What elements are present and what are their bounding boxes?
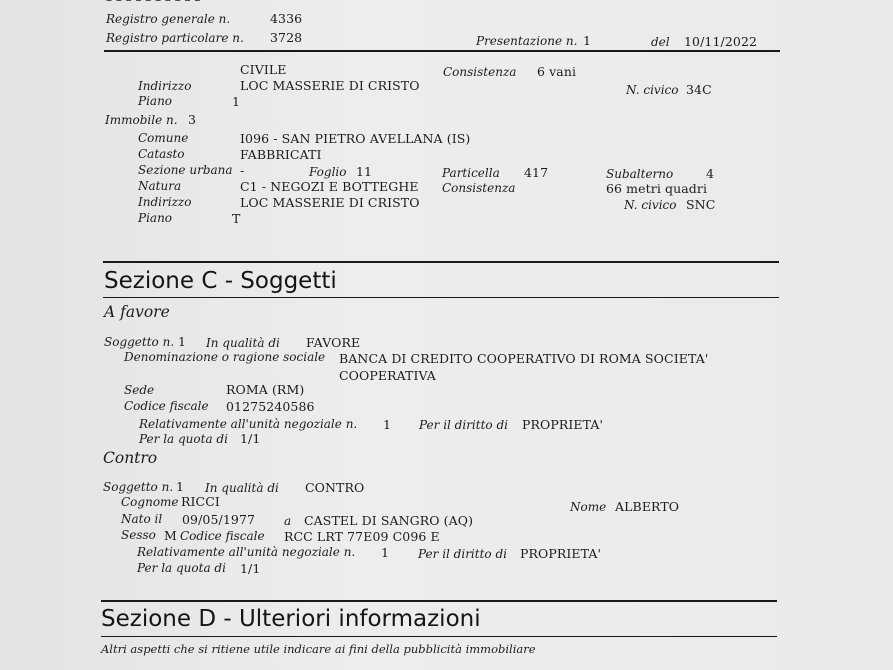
sezione-c-bottom-rule <box>103 297 779 298</box>
contro-cognome-label: Cognome <box>121 495 179 509</box>
registro-generale-label: Registro generale n. <box>106 12 231 26</box>
catasto-label: Catasto <box>138 147 185 161</box>
contro-luogo-value: CASTEL DI SANGRO (AQ) <box>304 513 474 528</box>
natura-label: Natura <box>138 179 182 193</box>
catasto-value: FABBRICATI <box>240 147 322 162</box>
comune-label: Comune <box>138 131 189 145</box>
sezione-d-bottom-rule <box>101 636 777 637</box>
natura-value: C1 - NEGOZI E BOTTEGHE <box>240 179 419 194</box>
favore-denominazione-label: Denominazione o ragione sociale <box>124 350 326 364</box>
prev-civico-value: 34C <box>686 82 712 97</box>
prev-civico-label: N. civico <box>626 83 679 97</box>
contro-nato-value: 09/05/1977 <box>182 512 256 527</box>
favore-soggetto-value: 1 <box>178 334 187 349</box>
contro-cf-value: RCC LRT 77E09 C096 E <box>284 529 440 544</box>
sezione-c-top-rule <box>103 261 779 263</box>
favore-cf-label: Codice fiscale <box>124 399 209 413</box>
registro-particolare-label: Registro particolare n. <box>106 31 244 45</box>
favore-cf-value: 01275240586 <box>226 399 315 414</box>
contro-relativamente-label: Relativamente all'unità negoziale n. <box>137 545 356 559</box>
contro-diritto-value: PROPRIETA' <box>520 546 602 561</box>
contro-soggetto-value: 1 <box>176 479 185 494</box>
contro-sesso-value: M <box>164 528 177 543</box>
piano-value: T <box>232 211 241 226</box>
particella-label: Particella <box>442 166 500 180</box>
prev-consistenza-label: Consistenza <box>443 65 517 79</box>
favore-denominazione-line1: BANCA DI CREDITO COOPERATIVO DI ROMA SOCIETA' <box>339 351 709 366</box>
favore-soggetto-label: Soggetto n. <box>104 335 175 349</box>
contro-a-label: a <box>284 514 292 528</box>
presentazione-value: 1 <box>583 33 592 48</box>
contro-cf-label: Codice fiscale <box>180 529 265 543</box>
foglio-value: 11 <box>356 164 373 179</box>
indirizzo-value: LOC MASSERIE DI CRISTO <box>240 195 420 210</box>
sezione-c-title: Sezione C - Soggetti <box>104 268 337 294</box>
prev-consistenza-value: 6 vani <box>537 64 577 79</box>
del-value: 10/11/2022 <box>684 34 758 49</box>
contro-quota-value: 1/1 <box>240 561 261 576</box>
immobile-3-label: Immobile n. <box>105 113 178 127</box>
comune-value: I096 - SAN PIETRO AVELLANA (IS) <box>240 131 471 146</box>
piano-label: Piano <box>138 211 173 225</box>
sezione-d-top-rule <box>101 600 777 602</box>
favore-sede-label: Sede <box>124 383 155 397</box>
del-label: del <box>651 35 670 49</box>
sezione-d-title: Sezione D - Ulteriori informazioni <box>101 606 481 632</box>
favore-quota-value: 1/1 <box>240 431 261 446</box>
contro-quota-label: Per la quota di <box>137 561 226 575</box>
contro-nome-value: ALBERTO <box>615 499 680 514</box>
prev-piano-label: Piano <box>138 94 173 108</box>
a-favore-heading: A favore <box>104 303 170 321</box>
registro-particolare-value: 3728 <box>270 30 303 45</box>
contro-soggetto-label: Soggetto n. <box>103 480 174 494</box>
consistenza-value: 66 metri quadri <box>606 181 708 196</box>
favore-denominazione-line2: COOPERATIVA <box>339 368 436 383</box>
consistenza-label: Consistenza <box>442 181 516 195</box>
contro-nome-label: Nome <box>570 500 607 514</box>
prev-indirizzo-label: Indirizzo <box>138 79 192 93</box>
contro-nato-label: Nato il <box>121 512 163 526</box>
header-cut-text: – – – – – – – – – – <box>106 0 201 7</box>
contro-qualita-value: CONTRO <box>305 480 365 495</box>
subalterno-value: 4 <box>706 166 715 181</box>
contro-sesso-label: Sesso <box>121 528 156 542</box>
contro-relativamente-value: 1 <box>381 545 390 560</box>
sezione-d-note: Altri aspetti che si ritiene utile indicare ai fini della pubblicità immobiliare <box>101 642 536 656</box>
favore-quota-label: Per la quota di <box>139 432 228 446</box>
civico-value: SNC <box>686 197 716 212</box>
indirizzo-label: Indirizzo <box>138 195 192 209</box>
contro-cognome-value: RICCI <box>181 494 220 509</box>
header-rule <box>104 50 780 52</box>
particella-value: 417 <box>524 165 549 180</box>
immobile-3-number: 3 <box>188 112 197 127</box>
favore-diritto-value: PROPRIETA' <box>522 417 604 432</box>
civico-label: N. civico <box>624 198 677 212</box>
favore-qualita-label: In qualità di <box>206 336 280 350</box>
favore-sede-value: ROMA (RM) <box>226 382 305 397</box>
prev-piano-value: 1 <box>232 94 241 109</box>
contro-heading: Contro <box>103 449 158 467</box>
prev-indirizzo-value: LOC MASSERIE DI CRISTO <box>240 78 420 93</box>
registro-generale-value: 4336 <box>270 11 303 26</box>
favore-relativamente-value: 1 <box>383 417 392 432</box>
contro-diritto-label: Per il diritto di <box>418 547 507 561</box>
contro-qualita-label: In qualità di <box>205 481 279 495</box>
foglio-label: Foglio <box>309 165 347 179</box>
sezione-urbana-value: - <box>240 163 245 178</box>
favore-qualita-value: FAVORE <box>306 335 361 350</box>
subalterno-label: Subalterno <box>606 167 674 181</box>
favore-diritto-label: Per il diritto di <box>419 418 508 432</box>
prev-natura-value: CIVILE <box>240 62 287 77</box>
presentazione-label: Presentazione n. <box>476 34 578 48</box>
sezione-urbana-label: Sezione urbana <box>138 163 233 177</box>
favore-relativamente-label: Relativamente all'unità negoziale n. <box>139 417 358 431</box>
